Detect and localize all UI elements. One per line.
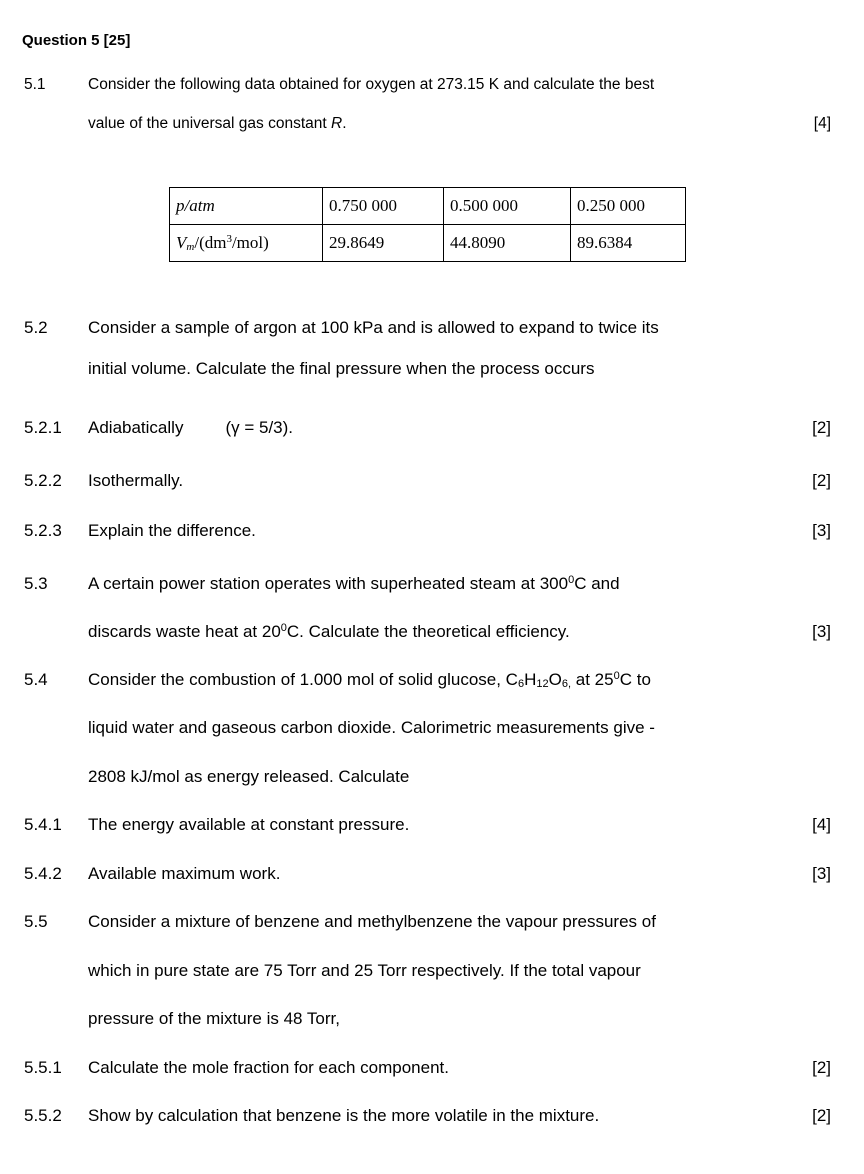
question-number: 5.4 [24, 670, 48, 689]
marks-label: [2] [812, 471, 831, 490]
question-text: Show by calculation that benzene is the more volatile in the mixture. [88, 1106, 600, 1125]
question-text: Consider a sample of argon at 100 kPa and is allowed to expand to twice its [88, 318, 659, 337]
question-text: pressure of the mixture is 48 Torr, [88, 1009, 340, 1028]
gamma-value: (γ = 5/3). [225, 418, 294, 437]
marks-label: [3] [812, 521, 831, 540]
question-text: Adiabatically (γ = 5/3). [88, 418, 294, 437]
oxygen-data-table [169, 187, 686, 262]
table-row [170, 188, 686, 225]
question-number: 5.3 [24, 574, 48, 593]
question-number: 5.4.2 [24, 864, 62, 883]
question-text: Isothermally. [88, 471, 184, 490]
question-text: Consider the following data obtained for oxygen at 273.15 K and calculate the best [88, 76, 655, 93]
question-number: 5.2.1 [24, 418, 62, 437]
marks-label: [3] [812, 622, 831, 641]
question-number: 5.2.2 [24, 471, 62, 490]
gas-constant-symbol: R [330, 115, 343, 132]
marks-label: [2] [812, 418, 831, 437]
question-text: The energy available at constant pressure. [88, 815, 410, 834]
marks-label: [4] [812, 815, 831, 834]
question-number: 5.5.1 [24, 1058, 62, 1077]
marks-label: [3] [812, 864, 831, 883]
marks-label: [4] [813, 115, 831, 132]
question-text: which in pure state are 75 Torr and 25 Torr respectively. If the total vapour [88, 961, 641, 980]
table-cell: 0.750 000 [323, 188, 444, 225]
table-cell: 0.500 000 [444, 188, 571, 225]
question-text: Calculate the mole fraction for each component. [88, 1058, 449, 1077]
question-text: Explain the difference. [88, 521, 256, 540]
question-number: 5.5.2 [24, 1106, 62, 1125]
question-text: discards waste heat at $20^0C$. Calculate the theoretical efficiency. [88, 622, 570, 641]
question-text: Available maximum work. [88, 864, 281, 883]
question-number: 5.5 [24, 912, 48, 931]
question-text: Consider a mixture of benzene and methylbenzene the vapour pressures of [88, 912, 656, 931]
question-number: 5.1 [24, 76, 46, 93]
question-number: 5.2.3 [24, 521, 62, 540]
table-cell: 89.6384 [571, 225, 686, 262]
question-number: 5.4.1 [24, 815, 62, 834]
table-cell: 29.8649 [323, 225, 444, 262]
table-cell: $V_m/(dm^3/mol)$ [170, 225, 323, 262]
table-cell: 0.250 000 [571, 188, 686, 225]
marks-label: [2] [812, 1058, 831, 1077]
question-text: 2808 kJ/mol as energy released. Calculate [88, 767, 410, 786]
question-text: value of the universal gas constant R. [88, 115, 347, 132]
table-cell: 44.8090 [444, 225, 571, 262]
table-row [170, 225, 686, 262]
question-text: liquid water and gaseous carbon dioxide. Calorimetric measurements give - [88, 718, 655, 737]
question-heading: Question 5 [25] [22, 32, 131, 49]
question-text: Consider the combustion of 1.000 mol of solid glucose, $C_6H_{12}O_{6,}$ at $25^0C$ to [88, 670, 651, 690]
question-number: 5.2 [24, 318, 48, 337]
question-text: initial volume. Calculate the final pressure when the process occurs [88, 359, 595, 378]
question-text: A certain power station operates with superheated steam at $300^0C$ and [88, 574, 620, 593]
table-cell: p/atm [170, 188, 323, 225]
marks-label: [2] [812, 1106, 831, 1125]
